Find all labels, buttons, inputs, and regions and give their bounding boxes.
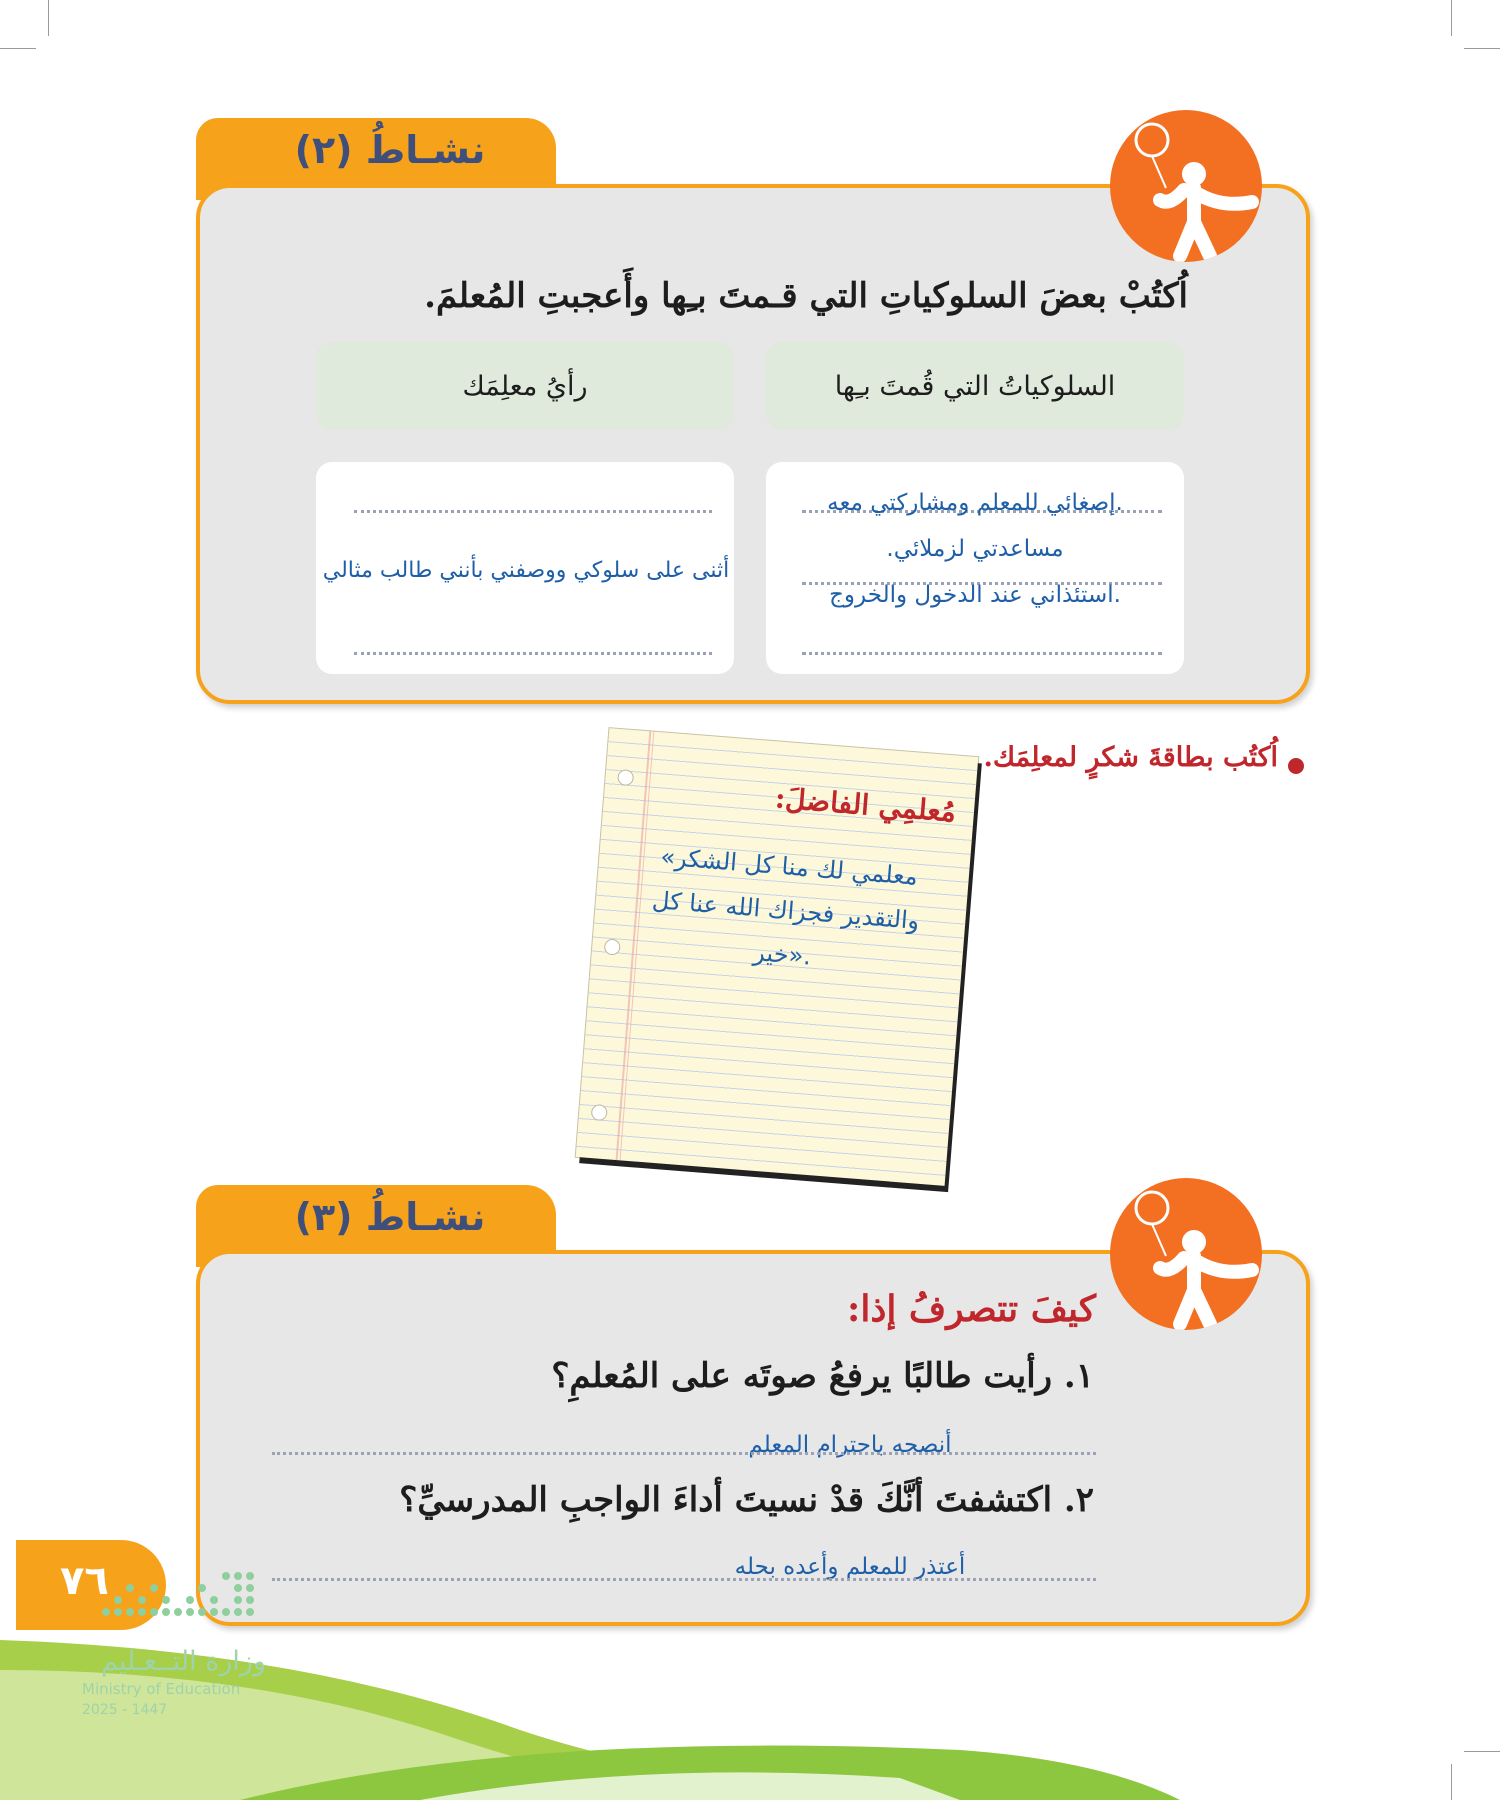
answer-1: أنصحه باحترام المعلم <box>748 1432 952 1458</box>
thank-you-note <box>576 728 979 1186</box>
note-hole <box>604 938 621 955</box>
ministry-name-ar: وزارة التــعـليم <box>100 1646 266 1677</box>
behavior-item: .استئذاني عند الدخول والخروج <box>829 582 1121 608</box>
answer-line <box>272 1452 1096 1455</box>
question-2: ٢. اكتشفتَ أنَّكَ قدْ نسيتَ أداءَ الواجبِ المدرسيِّ؟ <box>399 1480 1094 1520</box>
activity2-instruction: اُكتُبْ بعضَ السلوكياتِ التي قـمتَ بـِها وأَعجبتِ المُعلمَ. <box>424 276 1188 316</box>
crop-mark <box>1451 0 1452 36</box>
note-salutation: مُعلمِي الفاضلَ: <box>773 781 958 829</box>
behaviors-column-header: السلوكياتُ التي قُمتَ بـِها <box>766 342 1184 430</box>
answer-line <box>272 1578 1096 1581</box>
thank-card-prompt: اُكتُب بطاقةَ شكرٍ لمعلِمَك. <box>983 742 1278 773</box>
activity3-heading: كيفَ تتصرفُ إذا: <box>847 1288 1096 1330</box>
note-hole <box>617 769 634 786</box>
note-line: .«خير <box>752 938 813 971</box>
behavior-item: .إصغائي للمعلم ومشاركتي معه <box>827 490 1123 516</box>
opinion-column-header: رأيُ معلِمَك <box>316 342 734 430</box>
behavior-item: مساعدتي لزملائي. <box>886 536 1064 562</box>
crop-mark <box>48 0 49 36</box>
ministry-name-en: Ministry of Education <box>82 1680 241 1698</box>
question-1: ١. رأيت طالبًا يرفعُ صوتَه على المُعلمِ؟ <box>551 1356 1094 1396</box>
answer-2: أعتذر للمعلم وأعده بحله <box>734 1554 966 1580</box>
crop-mark <box>0 48 36 49</box>
dotted-line <box>354 652 712 655</box>
note-line: والتقدير فجزاك الله عنا كل <box>651 886 921 936</box>
opinion-text: أثنى على سلوكي ووصفني بأنني طالب مثالي <box>322 558 730 583</box>
green-wave-decoration <box>0 1610 1500 1800</box>
note-hole <box>591 1104 608 1121</box>
bullet-icon <box>1288 758 1304 774</box>
crop-mark <box>1464 48 1500 49</box>
activity3-title: نشـاطُ (٣) <box>294 1195 486 1239</box>
activity2-title: نشـاطُ (٢) <box>294 128 486 172</box>
note-line: معلمي لك منا كل الشكر» <box>659 842 919 891</box>
activity-badge-icon <box>1110 110 1262 262</box>
ministry-year: 2025 - 1447 <box>82 1702 168 1718</box>
page-number: ٧٦ <box>60 1558 109 1604</box>
dotted-line <box>354 510 712 513</box>
activity-badge-icon <box>1110 1178 1262 1330</box>
dotted-line <box>802 652 1162 655</box>
